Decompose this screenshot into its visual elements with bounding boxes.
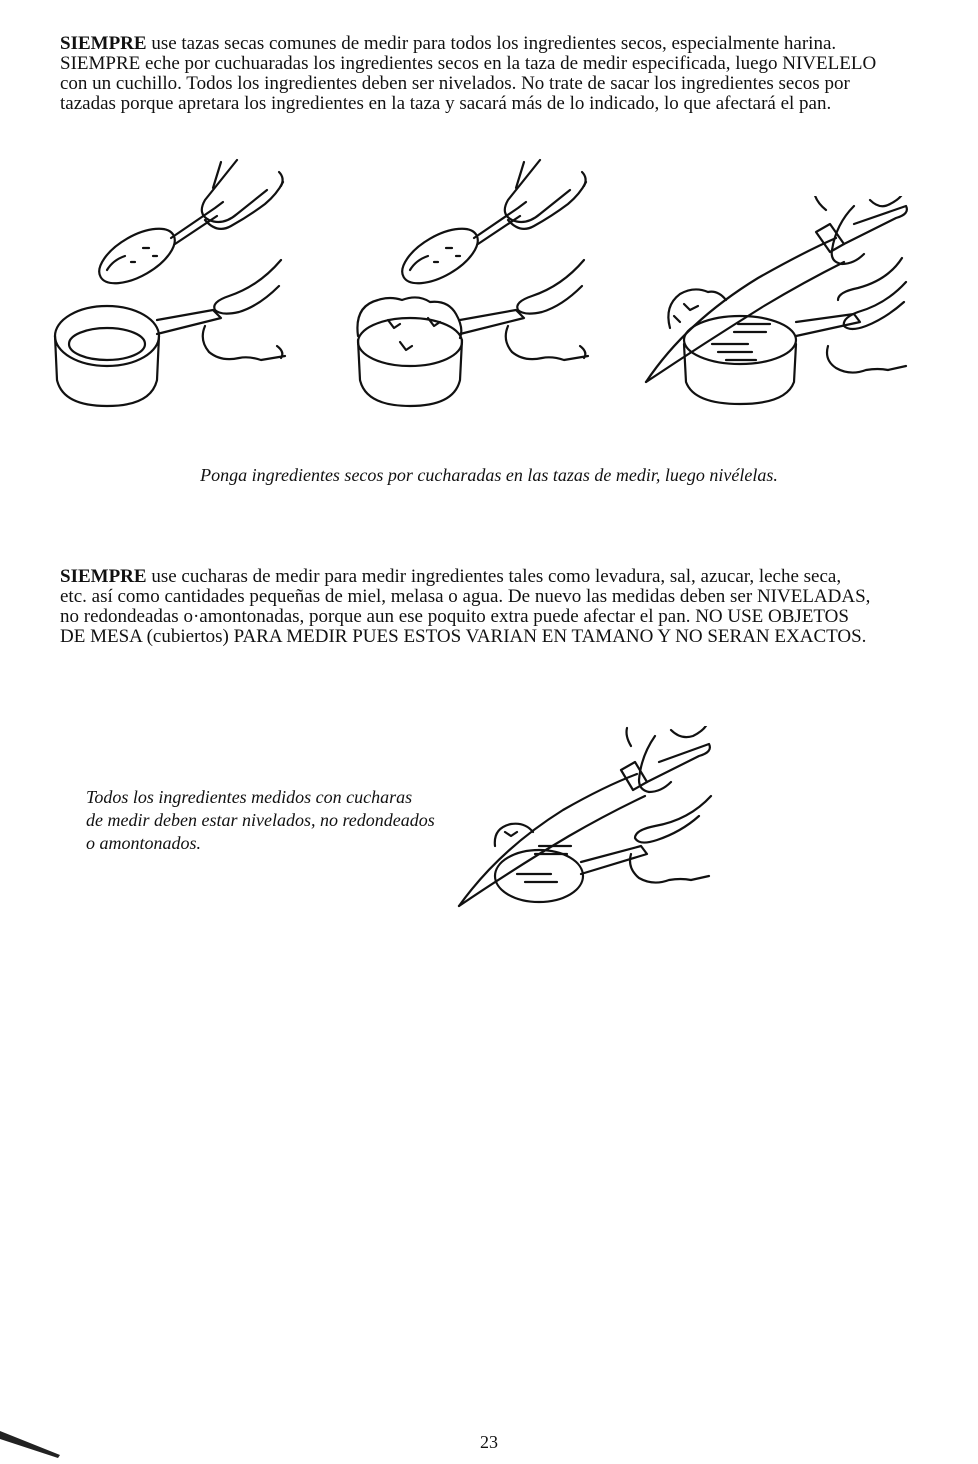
text-line: no redondeadas o·amontonadas, porque aun ese poquito extra puede afectar el pan. NO USE OBJETOS xyxy=(60,606,849,627)
text-line: use tazas secas comunes de medir para todos los ingredientes secos, especialmente harina. xyxy=(146,33,837,54)
text-line: DE MESA (cubiertos) PARA MEDIR PUES ESTOS VARIAN EN TAMANO Y NO SERAN EXACTOS. xyxy=(60,626,867,647)
illustration-spoon-heaped-cup xyxy=(348,158,598,418)
caption-cups: Ponga ingredientes secos por cucharadas en las tazas de medir, luego nivélelas. xyxy=(200,465,778,485)
caption-line: Todos los ingredientes medidos con cucharas xyxy=(86,787,413,807)
text-line: con un cuchillo. Todos los ingredientes deben ser nivelados. No trate de sacar los ingredientes secos por xyxy=(60,73,850,94)
illustration-knife-leveling-cup xyxy=(640,196,920,416)
text-line: etc. así como cantidades pequeñas de miel, melasa o agua. De nuevo las medidas deben ser NIVELADAS, xyxy=(60,586,871,607)
paragraph-measuring-spoons xyxy=(60,567,910,647)
caption-line: de medir deben estar nivelados, no redondeados xyxy=(86,810,435,830)
paragraph-dry-cups xyxy=(60,34,910,114)
page-number: 23 xyxy=(480,1432,498,1452)
illustration-knife-leveling-spoon xyxy=(455,726,725,916)
emphasis-siempre: SIEMPRE xyxy=(60,33,147,54)
text-line: SIEMPRE eche por cuchuaradas los ingredientes secos en la taza de medir especificada, luego NIVELELO xyxy=(60,53,877,74)
emphasis-siempre: SIEMPRE xyxy=(60,566,147,587)
caption-line: o amontonados. xyxy=(86,833,202,853)
text-line: tazadas porque apretara los ingredientes en la taza y sacará más de lo indicado, lo que afectará el pan. xyxy=(60,93,832,114)
caption-spoons xyxy=(86,786,466,855)
illustration-spoon-empty-cup xyxy=(45,158,295,418)
scan-edge-mark xyxy=(0,1425,70,1464)
text-line: use cucharas de medir para medir ingredientes tales como levadura, sal, azucar, leche seca, xyxy=(146,566,842,587)
